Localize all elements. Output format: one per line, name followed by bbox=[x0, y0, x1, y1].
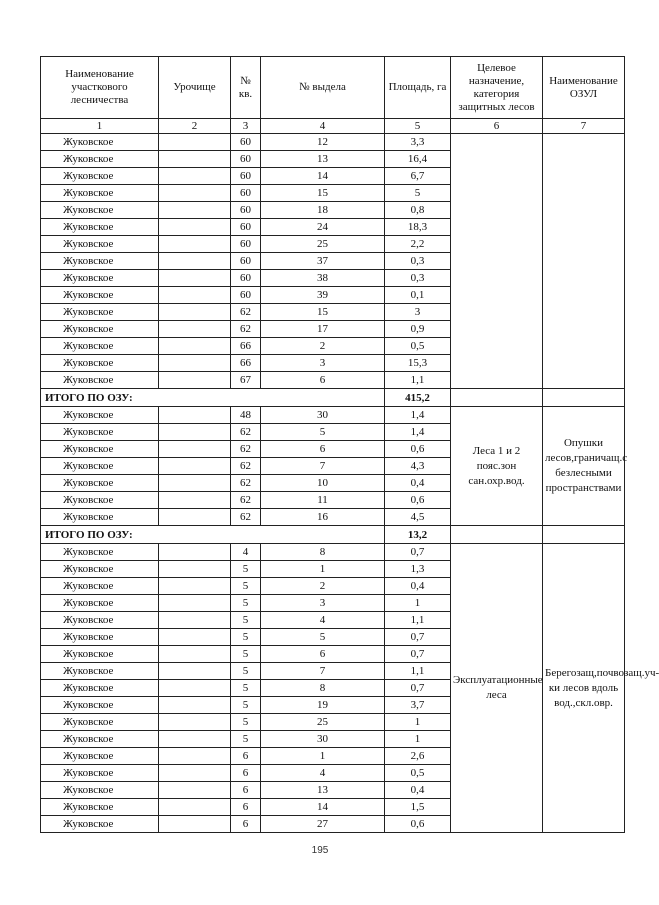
cell-area: 1,1 bbox=[385, 372, 451, 389]
cell-kvartal: 62 bbox=[231, 304, 261, 321]
cell-area: 0,6 bbox=[385, 441, 451, 458]
cell-urochishche bbox=[159, 816, 231, 833]
cell-kvartal: 6 bbox=[231, 799, 261, 816]
cell-lesnichestvo: Жуковское bbox=[41, 816, 159, 833]
cell-vydel: 14 bbox=[261, 799, 385, 816]
cell-urochishche bbox=[159, 799, 231, 816]
cell-kvartal: 5 bbox=[231, 646, 261, 663]
cell-vydel: 1 bbox=[261, 561, 385, 578]
cell-lesnichestvo: Жуковское bbox=[41, 270, 159, 287]
cell-urochishche bbox=[159, 475, 231, 492]
cell-vydel: 6 bbox=[261, 372, 385, 389]
cell-lesnichestvo: Жуковское bbox=[41, 561, 159, 578]
cell-urochishche bbox=[159, 372, 231, 389]
cell-area: 15,3 bbox=[385, 355, 451, 372]
cell-lesnichestvo: Жуковское bbox=[41, 646, 159, 663]
cell-kvartal: 48 bbox=[231, 407, 261, 424]
total-area: 415,2 bbox=[385, 389, 451, 407]
cell-lesnichestvo: Жуковское bbox=[41, 629, 159, 646]
cell-lesnichestvo: Жуковское bbox=[41, 680, 159, 697]
total-area: 13,2 bbox=[385, 526, 451, 544]
cell-lesnichestvo: Жуковское bbox=[41, 236, 159, 253]
cell-kvartal: 62 bbox=[231, 492, 261, 509]
cell-vydel: 17 bbox=[261, 321, 385, 338]
header-kvartal: № кв. bbox=[231, 57, 261, 119]
cell-urochishche bbox=[159, 458, 231, 475]
cell-vydel: 37 bbox=[261, 253, 385, 270]
cell-area: 16,4 bbox=[385, 151, 451, 168]
cell-urochishche bbox=[159, 612, 231, 629]
cell-lesnichestvo: Жуковское bbox=[41, 544, 159, 561]
cell-lesnichestvo: Жуковское bbox=[41, 441, 159, 458]
column-number: 6 bbox=[451, 119, 543, 134]
cell-kvartal: 5 bbox=[231, 578, 261, 595]
cell-kvartal: 5 bbox=[231, 714, 261, 731]
total-row bbox=[41, 389, 625, 407]
cell-vydel: 14 bbox=[261, 168, 385, 185]
column-number: 3 bbox=[231, 119, 261, 134]
cell-area: 2,2 bbox=[385, 236, 451, 253]
ozul-cell-empty bbox=[543, 134, 625, 389]
cell-urochishche bbox=[159, 663, 231, 680]
purpose-cell-empty bbox=[451, 134, 543, 389]
cell-area: 1 bbox=[385, 731, 451, 748]
cell-kvartal: 5 bbox=[231, 612, 261, 629]
header-ozul: Наименование ОЗУЛ bbox=[543, 57, 625, 119]
cell-area: 1,3 bbox=[385, 561, 451, 578]
cell-lesnichestvo: Жуковское bbox=[41, 714, 159, 731]
column-number: 7 bbox=[543, 119, 625, 134]
cell-lesnichestvo: Жуковское bbox=[41, 765, 159, 782]
cell-urochishche bbox=[159, 202, 231, 219]
cell-area: 18,3 bbox=[385, 219, 451, 236]
cell-lesnichestvo: Жуковское bbox=[41, 321, 159, 338]
cell-lesnichestvo: Жуковское bbox=[41, 287, 159, 304]
cell-vydel: 18 bbox=[261, 202, 385, 219]
cell-area: 1,1 bbox=[385, 663, 451, 680]
page-number: 195 bbox=[311, 845, 329, 856]
cell-lesnichestvo: Жуковское bbox=[41, 355, 159, 372]
cell-area: 0,3 bbox=[385, 253, 451, 270]
cell-kvartal: 62 bbox=[231, 475, 261, 492]
cell-vydel: 5 bbox=[261, 629, 385, 646]
cell-lesnichestvo: Жуковское bbox=[41, 475, 159, 492]
column-number-row bbox=[41, 119, 625, 134]
cell-area: 0,1 bbox=[385, 287, 451, 304]
header-purpose: Целевое назначение, категория защитных лесов bbox=[451, 57, 543, 119]
cell-vydel: 4 bbox=[261, 765, 385, 782]
cell-urochishche bbox=[159, 321, 231, 338]
cell-urochishche bbox=[159, 646, 231, 663]
cell-lesnichestvo: Жуковское bbox=[41, 492, 159, 509]
purpose-cell: Эксплуатационные леса bbox=[451, 544, 543, 833]
cell-vydel: 13 bbox=[261, 151, 385, 168]
cell-vydel: 1 bbox=[261, 748, 385, 765]
total-label: ИТОГО ПО ОЗУ: bbox=[41, 526, 385, 544]
cell-lesnichestvo: Жуковское bbox=[41, 151, 159, 168]
cell-kvartal: 60 bbox=[231, 270, 261, 287]
cell-urochishche bbox=[159, 441, 231, 458]
forest-areas-table bbox=[40, 56, 659, 833]
cell-vydel: 5 bbox=[261, 424, 385, 441]
cell-vydel: 2 bbox=[261, 578, 385, 595]
cell-urochishche bbox=[159, 578, 231, 595]
cell-kvartal: 60 bbox=[231, 253, 261, 270]
cell-area: 0,9 bbox=[385, 321, 451, 338]
cell-urochishche bbox=[159, 134, 231, 151]
header-lesnichestvo: Наименование участкового лесничества bbox=[41, 57, 159, 119]
cell-area: 1 bbox=[385, 714, 451, 731]
cell-lesnichestvo: Жуковское bbox=[41, 578, 159, 595]
cell-lesnichestvo: Жуковское bbox=[41, 202, 159, 219]
header-row bbox=[41, 57, 625, 119]
cell-urochishche bbox=[159, 509, 231, 526]
cell-urochishche bbox=[159, 561, 231, 578]
cell-kvartal: 60 bbox=[231, 236, 261, 253]
total-ozul-cell bbox=[543, 389, 625, 407]
cell-urochishche bbox=[159, 270, 231, 287]
cell-kvartal: 60 bbox=[231, 219, 261, 236]
cell-urochishche bbox=[159, 544, 231, 561]
cell-kvartal: 60 bbox=[231, 151, 261, 168]
cell-vydel: 3 bbox=[261, 355, 385, 372]
cell-kvartal: 66 bbox=[231, 355, 261, 372]
cell-lesnichestvo: Жуковское bbox=[41, 134, 159, 151]
cell-lesnichestvo: Жуковское bbox=[41, 731, 159, 748]
column-number: 1 bbox=[41, 119, 159, 134]
cell-lesnichestvo: Жуковское bbox=[41, 612, 159, 629]
cell-kvartal: 66 bbox=[231, 338, 261, 355]
cell-lesnichestvo: Жуковское bbox=[41, 253, 159, 270]
cell-kvartal: 5 bbox=[231, 561, 261, 578]
cell-lesnichestvo: Жуковское bbox=[41, 782, 159, 799]
cell-urochishche bbox=[159, 492, 231, 509]
table-row bbox=[41, 544, 625, 561]
cell-urochishche bbox=[159, 748, 231, 765]
cell-kvartal: 6 bbox=[231, 782, 261, 799]
cell-kvartal: 62 bbox=[231, 458, 261, 475]
cell-urochishche bbox=[159, 697, 231, 714]
cell-kvartal: 5 bbox=[231, 697, 261, 714]
total-row bbox=[41, 526, 625, 544]
cell-area: 0,4 bbox=[385, 782, 451, 799]
cell-urochishche bbox=[159, 338, 231, 355]
cell-area: 0,8 bbox=[385, 202, 451, 219]
cell-kvartal: 60 bbox=[231, 134, 261, 151]
cell-kvartal: 62 bbox=[231, 321, 261, 338]
cell-lesnichestvo: Жуковское bbox=[41, 697, 159, 714]
cell-vydel: 12 bbox=[261, 134, 385, 151]
cell-vydel: 15 bbox=[261, 185, 385, 202]
ozul-cell: Опушки лесов,граничащ.с безлесными пространствами bbox=[543, 407, 625, 526]
cell-vydel: 30 bbox=[261, 407, 385, 424]
cell-urochishche bbox=[159, 595, 231, 612]
cell-vydel: 3 bbox=[261, 595, 385, 612]
cell-vydel: 10 bbox=[261, 475, 385, 492]
table-row bbox=[41, 407, 625, 424]
table-row bbox=[41, 134, 625, 151]
cell-lesnichestvo: Жуковское bbox=[41, 168, 159, 185]
cell-vydel: 24 bbox=[261, 219, 385, 236]
cell-area: 0,5 bbox=[385, 765, 451, 782]
cell-urochishche bbox=[159, 714, 231, 731]
cell-kvartal: 62 bbox=[231, 424, 261, 441]
cell-area: 0,7 bbox=[385, 646, 451, 663]
cell-lesnichestvo: Жуковское bbox=[41, 372, 159, 389]
cell-kvartal: 6 bbox=[231, 816, 261, 833]
cell-kvartal: 6 bbox=[231, 765, 261, 782]
cell-urochishche bbox=[159, 407, 231, 424]
cell-lesnichestvo: Жуковское bbox=[41, 304, 159, 321]
cell-area: 0,5 bbox=[385, 338, 451, 355]
cell-vydel: 39 bbox=[261, 287, 385, 304]
cell-lesnichestvo: Жуковское bbox=[41, 219, 159, 236]
cell-urochishche bbox=[159, 219, 231, 236]
cell-kvartal: 60 bbox=[231, 185, 261, 202]
cell-kvartal: 5 bbox=[231, 629, 261, 646]
cell-urochishche bbox=[159, 782, 231, 799]
cell-area: 4,5 bbox=[385, 509, 451, 526]
cell-lesnichestvo: Жуковское bbox=[41, 424, 159, 441]
cell-lesnichestvo: Жуковское bbox=[41, 663, 159, 680]
cell-area: 1,4 bbox=[385, 424, 451, 441]
cell-kvartal: 5 bbox=[231, 595, 261, 612]
cell-area: 1,4 bbox=[385, 407, 451, 424]
cell-area: 1,5 bbox=[385, 799, 451, 816]
total-purpose-cell bbox=[451, 526, 543, 544]
cell-area: 0,6 bbox=[385, 816, 451, 833]
cell-urochishche bbox=[159, 304, 231, 321]
cell-area: 0,6 bbox=[385, 492, 451, 509]
cell-urochishche bbox=[159, 151, 231, 168]
cell-urochishche bbox=[159, 253, 231, 270]
cell-vydel: 27 bbox=[261, 816, 385, 833]
cell-area: 0,7 bbox=[385, 680, 451, 697]
cell-kvartal: 5 bbox=[231, 663, 261, 680]
cell-area: 4,3 bbox=[385, 458, 451, 475]
ozul-cell: Берегозащ,почвозащ.уч-ки лесов вдоль вод.,скл.овр. bbox=[543, 544, 625, 833]
cell-vydel: 16 bbox=[261, 509, 385, 526]
cell-area: 0,7 bbox=[385, 544, 451, 561]
cell-lesnichestvo: Жуковское bbox=[41, 595, 159, 612]
cell-kvartal: 5 bbox=[231, 731, 261, 748]
cell-lesnichestvo: Жуковское bbox=[41, 458, 159, 475]
column-number: 5 bbox=[385, 119, 451, 134]
cell-kvartal: 67 bbox=[231, 372, 261, 389]
cell-kvartal: 60 bbox=[231, 287, 261, 304]
cell-kvartal: 6 bbox=[231, 748, 261, 765]
cell-kvartal: 5 bbox=[231, 680, 261, 697]
cell-urochishche bbox=[159, 185, 231, 202]
cell-lesnichestvo: Жуковское bbox=[41, 407, 159, 424]
cell-urochishche bbox=[159, 168, 231, 185]
cell-vydel: 19 bbox=[261, 697, 385, 714]
cell-area: 3,3 bbox=[385, 134, 451, 151]
cell-lesnichestvo: Жуковское bbox=[41, 799, 159, 816]
column-number: 2 bbox=[159, 119, 231, 134]
cell-vydel: 4 bbox=[261, 612, 385, 629]
cell-kvartal: 60 bbox=[231, 202, 261, 219]
cell-vydel: 7 bbox=[261, 663, 385, 680]
cell-vydel: 6 bbox=[261, 441, 385, 458]
header-vydel: № выдела bbox=[261, 57, 385, 119]
cell-vydel: 8 bbox=[261, 680, 385, 697]
cell-area: 6,7 bbox=[385, 168, 451, 185]
total-purpose-cell bbox=[451, 389, 543, 407]
cell-area: 3 bbox=[385, 304, 451, 321]
cell-vydel: 13 bbox=[261, 782, 385, 799]
cell-urochishche bbox=[159, 680, 231, 697]
cell-vydel: 30 bbox=[261, 731, 385, 748]
column-number: 4 bbox=[261, 119, 385, 134]
cell-urochishche bbox=[159, 236, 231, 253]
cell-area: 0,4 bbox=[385, 475, 451, 492]
total-label: ИТОГО ПО ОЗУ: bbox=[41, 389, 385, 407]
cell-lesnichestvo: Жуковское bbox=[41, 748, 159, 765]
cell-area: 3,7 bbox=[385, 697, 451, 714]
cell-area: 0,7 bbox=[385, 629, 451, 646]
header-urochishche: Урочище bbox=[159, 57, 231, 119]
cell-vydel: 15 bbox=[261, 304, 385, 321]
cell-vydel: 6 bbox=[261, 646, 385, 663]
cell-area: 0,4 bbox=[385, 578, 451, 595]
cell-kvartal: 60 bbox=[231, 168, 261, 185]
cell-kvartal: 4 bbox=[231, 544, 261, 561]
cell-urochishche bbox=[159, 424, 231, 441]
cell-vydel: 7 bbox=[261, 458, 385, 475]
cell-area: 1 bbox=[385, 595, 451, 612]
cell-vydel: 8 bbox=[261, 544, 385, 561]
purpose-cell: Леса 1 и 2 пояс.зон сан.охр.вод. bbox=[451, 407, 543, 526]
header-area: Площадь, га bbox=[385, 57, 451, 119]
cell-lesnichestvo: Жуковское bbox=[41, 185, 159, 202]
cell-vydel: 38 bbox=[261, 270, 385, 287]
cell-area: 5 bbox=[385, 185, 451, 202]
cell-area: 0,3 bbox=[385, 270, 451, 287]
cell-urochishche bbox=[159, 355, 231, 372]
cell-lesnichestvo: Жуковское bbox=[41, 338, 159, 355]
cell-vydel: 25 bbox=[261, 236, 385, 253]
cell-area: 1,1 bbox=[385, 612, 451, 629]
cell-area: 2,6 bbox=[385, 748, 451, 765]
cell-urochishche bbox=[159, 629, 231, 646]
total-ozul-cell bbox=[543, 526, 625, 544]
cell-vydel: 2 bbox=[261, 338, 385, 355]
cell-kvartal: 62 bbox=[231, 441, 261, 458]
cell-kvartal: 62 bbox=[231, 509, 261, 526]
cell-urochishche bbox=[159, 287, 231, 304]
cell-vydel: 25 bbox=[261, 714, 385, 731]
cell-urochishche bbox=[159, 731, 231, 748]
cell-urochishche bbox=[159, 765, 231, 782]
cell-vydel: 11 bbox=[261, 492, 385, 509]
cell-lesnichestvo: Жуковское bbox=[41, 509, 159, 526]
